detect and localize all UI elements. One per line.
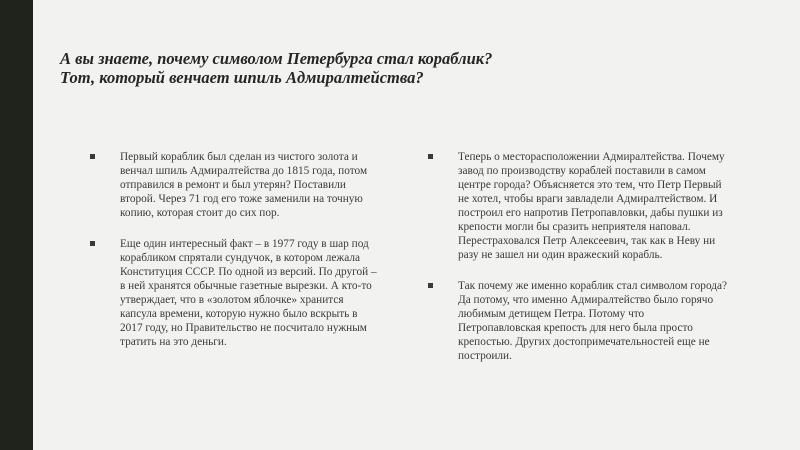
accent-bar (0, 0, 33, 450)
bullet-item (90, 237, 380, 349)
bullet-text: Теперь о месторасположении Адмиралтейства. Почему завод по производству кораблей поставили в самом центре города? Объясняется это тем, что Петр Первый не хотел, чтобы враги завладели Адмиралтейством. И построил его напротив Петропавловки, дабы пушки из крепости могли бы сразить неприятеля наповал. Перестраховался Петр Алексеевич, так как в Неву ни разу не зашел ни один вражеский корабль. (458, 151, 725, 261)
title-line-2: Тот, который венчает шпиль Адмиралтейства? (60, 68, 424, 87)
bullet-text: Еще один интересный факт – в 1977 году в шар под корабликом спрятали сундучок, в котором лежала Конституция СССР. По одной из версий. По другой – в ней хранятся обычные газетные вырезки. А кто-то утверждает, что в «золотом яблочке» хранится капсула времени, которую нужно было вскрыть в 2017 году, но Правительство не посчитало нужным тратить на это деньги. (120, 238, 377, 348)
title-line-1: А вы знаете, почему символом Петербурга стал кораблик? (60, 49, 493, 68)
bullet-square-icon (90, 241, 95, 246)
slide-title (60, 49, 750, 87)
bullet-item (428, 279, 728, 363)
bullet-text: Первый кораблик был сделан из чистого золота и венчал шпиль Адмиралтейства до 1815 года, потом отправился в ремонт и был утерян? Поставили второй. Через 71 год его тоже заменили на точную копию, которая стоит до сих пор. (120, 151, 368, 219)
bullet-item (428, 150, 728, 262)
bullet-text: Так почему же именно кораблик стал символом города? Да потому, что именно Адмиралтейство было горячо любимым детищем Петра. Потому что Петропавловская крепость для него была просто крепостью. Других достопримечательностей еще не построили. (458, 280, 728, 362)
bullet-item (90, 150, 380, 220)
left-column (90, 150, 380, 366)
bullet-square-icon (90, 154, 95, 159)
bullet-square-icon (428, 283, 433, 288)
right-column (428, 150, 728, 380)
bullet-square-icon (428, 154, 433, 159)
